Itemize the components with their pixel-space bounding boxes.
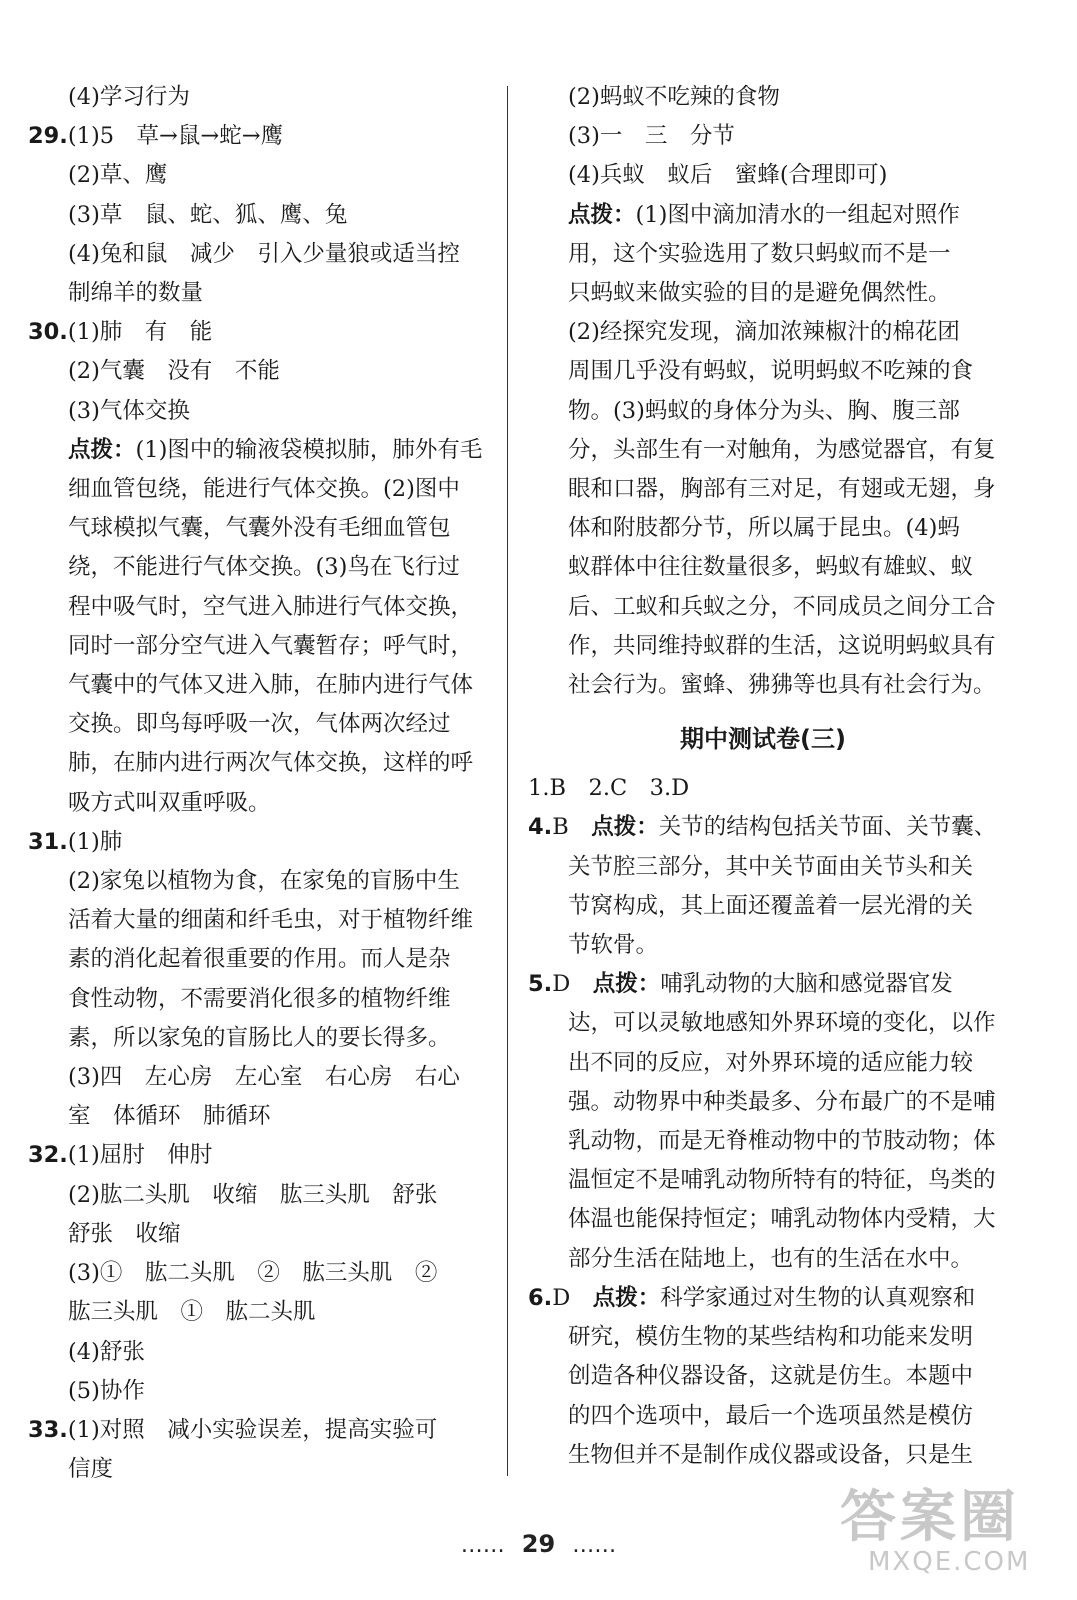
- text-line: [28, 744, 498, 783]
- line-text: (3)一 三 分节: [568, 123, 735, 150]
- line-text: 用，这个实验选用了数只蚂蚁而不是一: [568, 240, 951, 267]
- line-text: 温恒定不是哺乳动物所特有的特征，鸟类的: [568, 1167, 996, 1194]
- line-text: D: [552, 971, 593, 998]
- line-text: (3)气体交换: [68, 397, 190, 424]
- line-text: (1)肺 有 能: [67, 319, 213, 346]
- text-line: [528, 196, 998, 235]
- line-text: 体温也能保持恒定；哺乳动物体内受精，大: [568, 1206, 996, 1233]
- line-text: 体和附肢都分节，所以属于昆虫。(4)蚂: [568, 515, 960, 542]
- text-line: [528, 627, 998, 666]
- line-text: 食性动物，不需要消化很多的植物纤维: [68, 985, 451, 1012]
- text-line: [528, 352, 998, 391]
- question-number: 29.: [28, 123, 68, 150]
- line-text: (5)协作: [68, 1377, 145, 1404]
- line-text: 气囊中的气体又进入肺，在肺内进行气体: [68, 672, 474, 699]
- text-line: [28, 431, 498, 470]
- text-line: [28, 313, 498, 352]
- hint-label: 点拨：: [592, 1284, 661, 1311]
- line-text: (1)图中的输液袋模拟肺，肺外有毛: [135, 436, 483, 463]
- text-line: [528, 588, 998, 627]
- text-line: [28, 901, 498, 940]
- line-text: 后、工蚁和兵蚁之分，不同成员之间分工合: [568, 593, 996, 620]
- text-line: [28, 784, 498, 823]
- line-text: 交换。即鸟每呼吸一次，气体两次经过: [68, 711, 451, 738]
- text-line: [28, 1019, 498, 1058]
- line-text: (3)① 肱二头肌 ② 肱三头肌 ②: [68, 1260, 438, 1287]
- text-line: [528, 392, 998, 431]
- line-text: 节软骨。: [568, 932, 659, 959]
- line-text: 出不同的反应，对外界环境的适应能力较: [568, 1049, 974, 1076]
- watermark-text: 答案圈: [840, 1485, 1020, 1550]
- line-text: (1)图中滴加清水的一组起对照作: [635, 201, 960, 228]
- text-line: [28, 705, 498, 744]
- text-line: [528, 117, 998, 156]
- text-line: [28, 980, 498, 1019]
- line-text: 关节的结构包括关节面、关节囊、: [658, 814, 997, 841]
- section-title: 期中测试卷(三): [680, 725, 846, 754]
- text-line: [528, 470, 998, 509]
- line-text: 达，可以灵敏地感知外界环境的变化，以作: [568, 1010, 996, 1037]
- line-text: 创造各种仪器设备，这就是仿生。本题中: [568, 1363, 974, 1390]
- text-line: [528, 808, 998, 847]
- line-text: 社会行为。蜜蜂、狒狒等也具有社会行为。: [568, 672, 996, 699]
- line-text: (4)兵蚁 蚁后 蜜蜂(合理即可): [568, 162, 888, 189]
- line-text: 信度: [68, 1456, 114, 1483]
- line-text: 周围几乎没有蚂蚁，说明蚂蚁不吃辣的食: [568, 358, 974, 385]
- line-text: (2)家兔以植物为食，在家兔的盲肠中生: [68, 868, 460, 895]
- text-line: [528, 965, 998, 1004]
- footer-dots-right: ……: [572, 1533, 617, 1558]
- line-text: (3)草 鼠、蛇、狐、鹰、兔: [68, 201, 348, 228]
- line-text: 细血管包绕，能进行气体交换。(2)图中: [68, 476, 460, 503]
- line-text: 室 体循环 肺循环: [68, 1103, 271, 1130]
- hint-label: 点拨：: [591, 814, 659, 841]
- question-number: 4.: [528, 814, 553, 841]
- text-line: [528, 1240, 998, 1279]
- text-line: [28, 156, 498, 195]
- line-text: 制绵羊的数量: [68, 280, 204, 307]
- column-divider: [507, 86, 508, 1476]
- text-line: [528, 431, 998, 470]
- right-column-bottom: [528, 769, 998, 1475]
- line-text: (4)学习行为: [68, 84, 190, 110]
- line-text: (1)肺: [67, 828, 123, 855]
- text-line: [28, 1097, 498, 1136]
- question-number: 32.: [28, 1142, 68, 1169]
- text-line: [528, 1122, 998, 1161]
- text-line: [528, 156, 998, 195]
- text-line: [528, 274, 998, 313]
- line-text: (2)肱二头肌 收缩 肱三头肌 舒张: [68, 1181, 438, 1208]
- text-line: [28, 509, 498, 548]
- hint-label: 点拨：: [568, 201, 636, 228]
- text-line: [528, 887, 998, 926]
- text-line: [28, 1450, 498, 1489]
- text-line: [28, 1293, 498, 1332]
- line-text: 科学家通过对生物的认真观察和: [660, 1284, 976, 1311]
- line-text: 吸方式叫双重呼吸。: [68, 789, 271, 816]
- text-line: [28, 470, 498, 509]
- question-number: 30.: [28, 319, 68, 346]
- line-text: (1)对照 减小实验误差，提高实验可: [67, 1416, 438, 1443]
- text-line: [28, 1176, 498, 1215]
- text-line: [528, 1357, 998, 1396]
- text-line: [528, 313, 998, 352]
- text-line: [28, 548, 498, 587]
- hint-label: 点拨：: [68, 436, 136, 463]
- line-text: 哺乳动物的大脑和感觉器官发: [660, 971, 953, 998]
- question-number: 31.: [28, 828, 68, 855]
- text-line: [28, 940, 498, 979]
- line-text: (2)草、鹰: [68, 162, 168, 189]
- watermark-url: MXQE.COM: [868, 1547, 1031, 1577]
- text-line: [528, 1161, 998, 1200]
- line-text: 研究，模仿生物的某些结构和功能来发明: [568, 1324, 974, 1351]
- line-text: 气球模拟气囊，气囊外没有毛细血管包: [68, 515, 451, 542]
- footer-dots-left: ……: [460, 1533, 505, 1558]
- text-line: [28, 235, 498, 274]
- line-text: 乳动物，而是无脊椎动物中的节肢动物；体: [568, 1128, 996, 1155]
- text-line: [28, 862, 498, 901]
- text-line: [528, 509, 998, 548]
- text-line: [28, 1411, 498, 1450]
- text-line: [28, 1333, 498, 1372]
- text-line: [28, 196, 498, 235]
- text-line: [528, 235, 998, 274]
- line-text: (2)气囊 没有 不能: [68, 358, 280, 385]
- line-text: 肺，在肺内进行两次气体交换，这样的呼: [68, 750, 474, 777]
- line-text: 的四个选项中，最后一个选项虽然是模仿: [568, 1402, 974, 1429]
- line-text: D: [552, 1284, 593, 1311]
- text-line: [528, 1318, 998, 1357]
- line-text: 绕，不能进行气体交换。(3)鸟在飞行过: [68, 554, 460, 581]
- text-line: [528, 666, 998, 705]
- text-line: [28, 78, 498, 117]
- text-line: [528, 1083, 998, 1122]
- text-line: [28, 627, 498, 666]
- line-text: (3)四 左心房 左心室 右心房 右心: [68, 1064, 460, 1091]
- line-text: 程中吸气时，空气进入肺进行气体交换，: [68, 593, 474, 620]
- line-text: 1.B 2.C 3.D: [528, 775, 690, 802]
- text-line: [528, 1397, 998, 1436]
- line-text: 只蚂蚁来做实验的目的是避免偶然性。: [568, 280, 951, 307]
- line-text: (1)屈肘 伸肘: [67, 1142, 213, 1169]
- text-line: [528, 1004, 998, 1043]
- line-text: (4)舒张: [68, 1338, 145, 1365]
- hint-label: 点拨：: [592, 971, 661, 998]
- line-text: 节窝构成，其上面还覆盖着一层光滑的关: [568, 892, 974, 919]
- text-line: [528, 78, 998, 117]
- text-line: [28, 352, 498, 391]
- line-text: 物。(3)蚂蚁的身体分为头、胸、腹三部: [568, 397, 960, 424]
- text-line: [28, 588, 498, 627]
- line-text: (2)经探究发现，滴加浓辣椒汁的棉花团: [568, 319, 960, 346]
- line-text: 眼和口器，胸部有三对足，有翅或无翅，身: [568, 476, 996, 503]
- text-line: [528, 1279, 998, 1318]
- watermark-logo: [840, 1485, 1031, 1577]
- text-line: [28, 1058, 498, 1097]
- line-text: (2)蚂蚁不吃辣的食物: [568, 84, 780, 110]
- line-text: 活着大量的细菌和纤毛虫，对于植物纤维: [68, 907, 474, 934]
- text-line: [528, 848, 998, 887]
- text-line: [28, 823, 498, 862]
- text-line: [528, 769, 998, 808]
- right-column-top: [528, 78, 998, 705]
- right-column: [528, 78, 998, 1475]
- left-column: [28, 78, 498, 1489]
- line-text: 作，共同维持蚁群的生活，这说明蚂蚁具有: [568, 632, 996, 659]
- line-text: 强。动物界中种类最多、分布最广的不是哺: [568, 1088, 996, 1115]
- text-line: [528, 1044, 998, 1083]
- line-text: 分，头部生有一对触角，为感觉器官，有复: [568, 436, 996, 463]
- text-line: [528, 926, 998, 965]
- text-line: [28, 274, 498, 313]
- text-line: [28, 666, 498, 705]
- question-number: 33.: [28, 1416, 68, 1443]
- text-line: [28, 1254, 498, 1293]
- line-text: 关节腔三部分，其中关节面由关节头和关: [568, 853, 974, 880]
- line-text: 舒张 收缩: [68, 1220, 181, 1247]
- line-text: (4)兔和鼠 减少 引入少量狼或适当控: [68, 240, 460, 267]
- line-text: 素，所以家兔的盲肠比人的要长得多。: [68, 1024, 451, 1051]
- text-line: [528, 1436, 998, 1475]
- question-number: 5.: [528, 971, 553, 998]
- text-line: [528, 548, 998, 587]
- text-line: [28, 392, 498, 431]
- text-line: [28, 1136, 498, 1175]
- page-number: 29: [521, 1530, 556, 1558]
- line-text: 素的消化起着很重要的作用。而人是杂: [68, 946, 451, 973]
- line-text: 肱三头肌 ① 肱二头肌: [68, 1299, 316, 1326]
- text-line: [528, 1200, 998, 1239]
- line-text: 生物但并不是制作成仪器或设备，只是生: [568, 1441, 974, 1468]
- line-text: (1)5 草→鼠→蛇→鹰: [67, 123, 284, 150]
- text-line: [28, 1215, 498, 1254]
- text-line: [28, 1372, 498, 1411]
- question-number: 6.: [528, 1284, 553, 1311]
- line-text: B: [552, 814, 592, 841]
- line-text: 同时一部分空气进入气囊暂存；呼气时，: [68, 632, 474, 659]
- line-text: 蚁群体中往往数量很多，蚂蚁有雄蚁、蚁: [568, 554, 974, 581]
- line-text: 部分生活在陆地上，也有的生活在水中。: [568, 1245, 974, 1272]
- text-line: [28, 117, 498, 156]
